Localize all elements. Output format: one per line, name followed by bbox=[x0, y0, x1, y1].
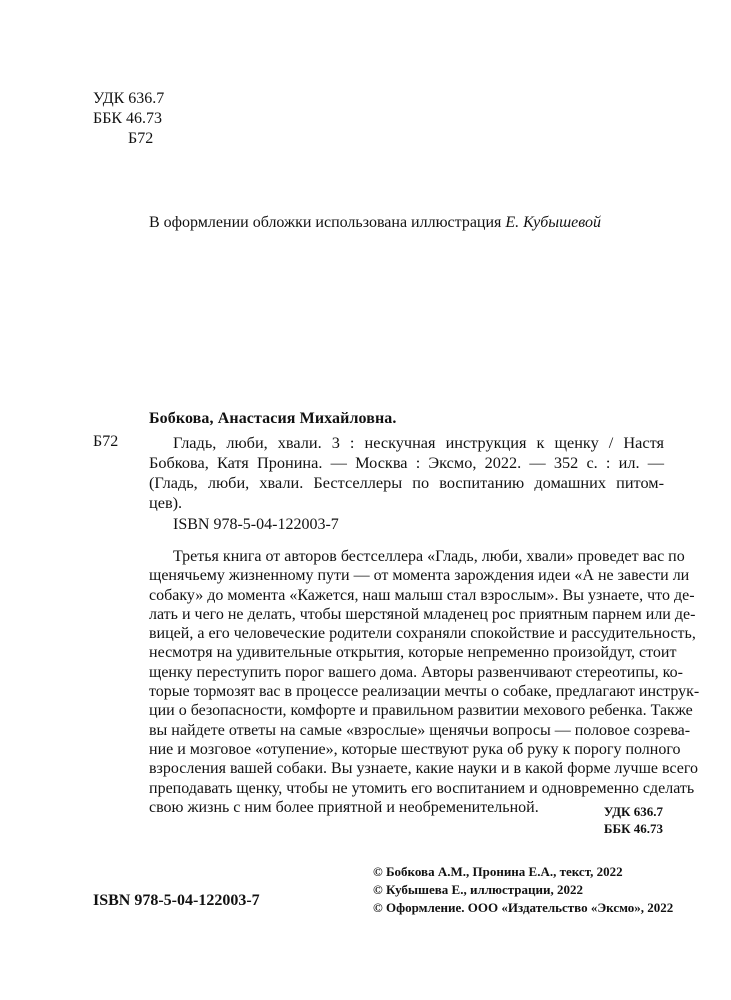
annotation-line: ции о безопасности, комфорте и правильном развитии мехового ребенка. Также bbox=[149, 702, 693, 720]
annotation-line: лать и чего не делать, чтобы шерстяной младенец рос приятным парнем или де- bbox=[149, 605, 696, 623]
isbn-entry: ISBN 978-5-04-122003-7 bbox=[173, 516, 339, 533]
footer-bbk-code: ББК 46.73 bbox=[603, 821, 663, 836]
annotation-line: преподавать щенку, чтобы не утомить его воспитанием и одновременно сделать bbox=[149, 779, 695, 797]
bbk-code: ББК 46.73 bbox=[93, 110, 163, 127]
annotation-line: вы найдете ответы на самые «взрослые» щенячьи вопросы — половое созрева- bbox=[149, 721, 691, 739]
annotation-line: свою жизнь с ним более приятной и необременительной. bbox=[149, 798, 539, 816]
footer-udk-code: УДК 636.7 bbox=[603, 804, 663, 819]
udk-code: УДК 636.7 bbox=[93, 90, 165, 107]
cover-illustration-note bbox=[149, 214, 601, 232]
footer-isbn: ISBN 978-5-04-122003-7 bbox=[93, 892, 260, 909]
copyright-line: © Оформление. ООО «Издательство «Эксмо», 2022 bbox=[373, 900, 674, 915]
annotation bbox=[149, 547, 700, 817]
biblio-author-mark: Б72 bbox=[93, 433, 119, 450]
annotation-line: вицей, а его человеческие родители сохраняли спокойствие и рассудительность, bbox=[149, 625, 696, 643]
biblio-line: Бобкова, Катя Пронина. — Москва : Эксмо, 2022. — 352 с. : ил. — bbox=[149, 453, 664, 472]
illustrator-name: Е. Кубышевой bbox=[505, 214, 602, 231]
copyright-line: © Кубышева Е., иллюстрации, 2022 bbox=[373, 882, 584, 897]
author-heading: Бобкова, Анастасия Михайловна. bbox=[149, 410, 397, 427]
annotation-line: собаку» до момента «Кажется, наш малыш стал взрослым». Вы узнаете, что де- bbox=[149, 586, 695, 604]
annotation-line: торые тормозят вас в процессе реализации мечты о собаке, предлагают инструк- bbox=[149, 683, 700, 701]
bibliographic-description bbox=[149, 433, 664, 513]
cover-note-text: В оформлении обложки использована иллюстрация bbox=[149, 214, 506, 231]
biblio-line: цев). bbox=[149, 493, 183, 512]
copyright-block bbox=[373, 863, 673, 917]
annotation-line: несмотря на удивительные открытия, которые непременно произойдут, стоит bbox=[149, 644, 677, 662]
annotation-line: щенячьему жизненному пути — от момента зарождения идеи «А не завести ли bbox=[149, 567, 690, 585]
annotation-line: ние и мозговое «отупение», которые шествуют рука об руку к порогу полного bbox=[149, 740, 681, 758]
annotation-line: Третья книга от авторов бестселлера «Гладь, люби, хвали» проведет вас по bbox=[173, 548, 685, 565]
author-mark: Б72 bbox=[128, 130, 154, 147]
copyright-line: © Бобкова А.М., Пронина Е.А., текст, 2022 bbox=[373, 864, 623, 879]
biblio-line: (Гладь, люби, хвали. Бестселлеры по воспитанию домашних питом- bbox=[149, 473, 664, 492]
annotation-line: взросления вашей собаки. Вы узнаете, какие науки и в какой форме лучше всего bbox=[149, 760, 699, 778]
annotation-line: щенку переступить порог вашего дома. Авторы развенчивают стереотипы, ко- bbox=[149, 663, 683, 681]
biblio-line: Гладь, люби, хвали. 3 : нескучная инструкция к щенку / Настя bbox=[173, 433, 664, 452]
